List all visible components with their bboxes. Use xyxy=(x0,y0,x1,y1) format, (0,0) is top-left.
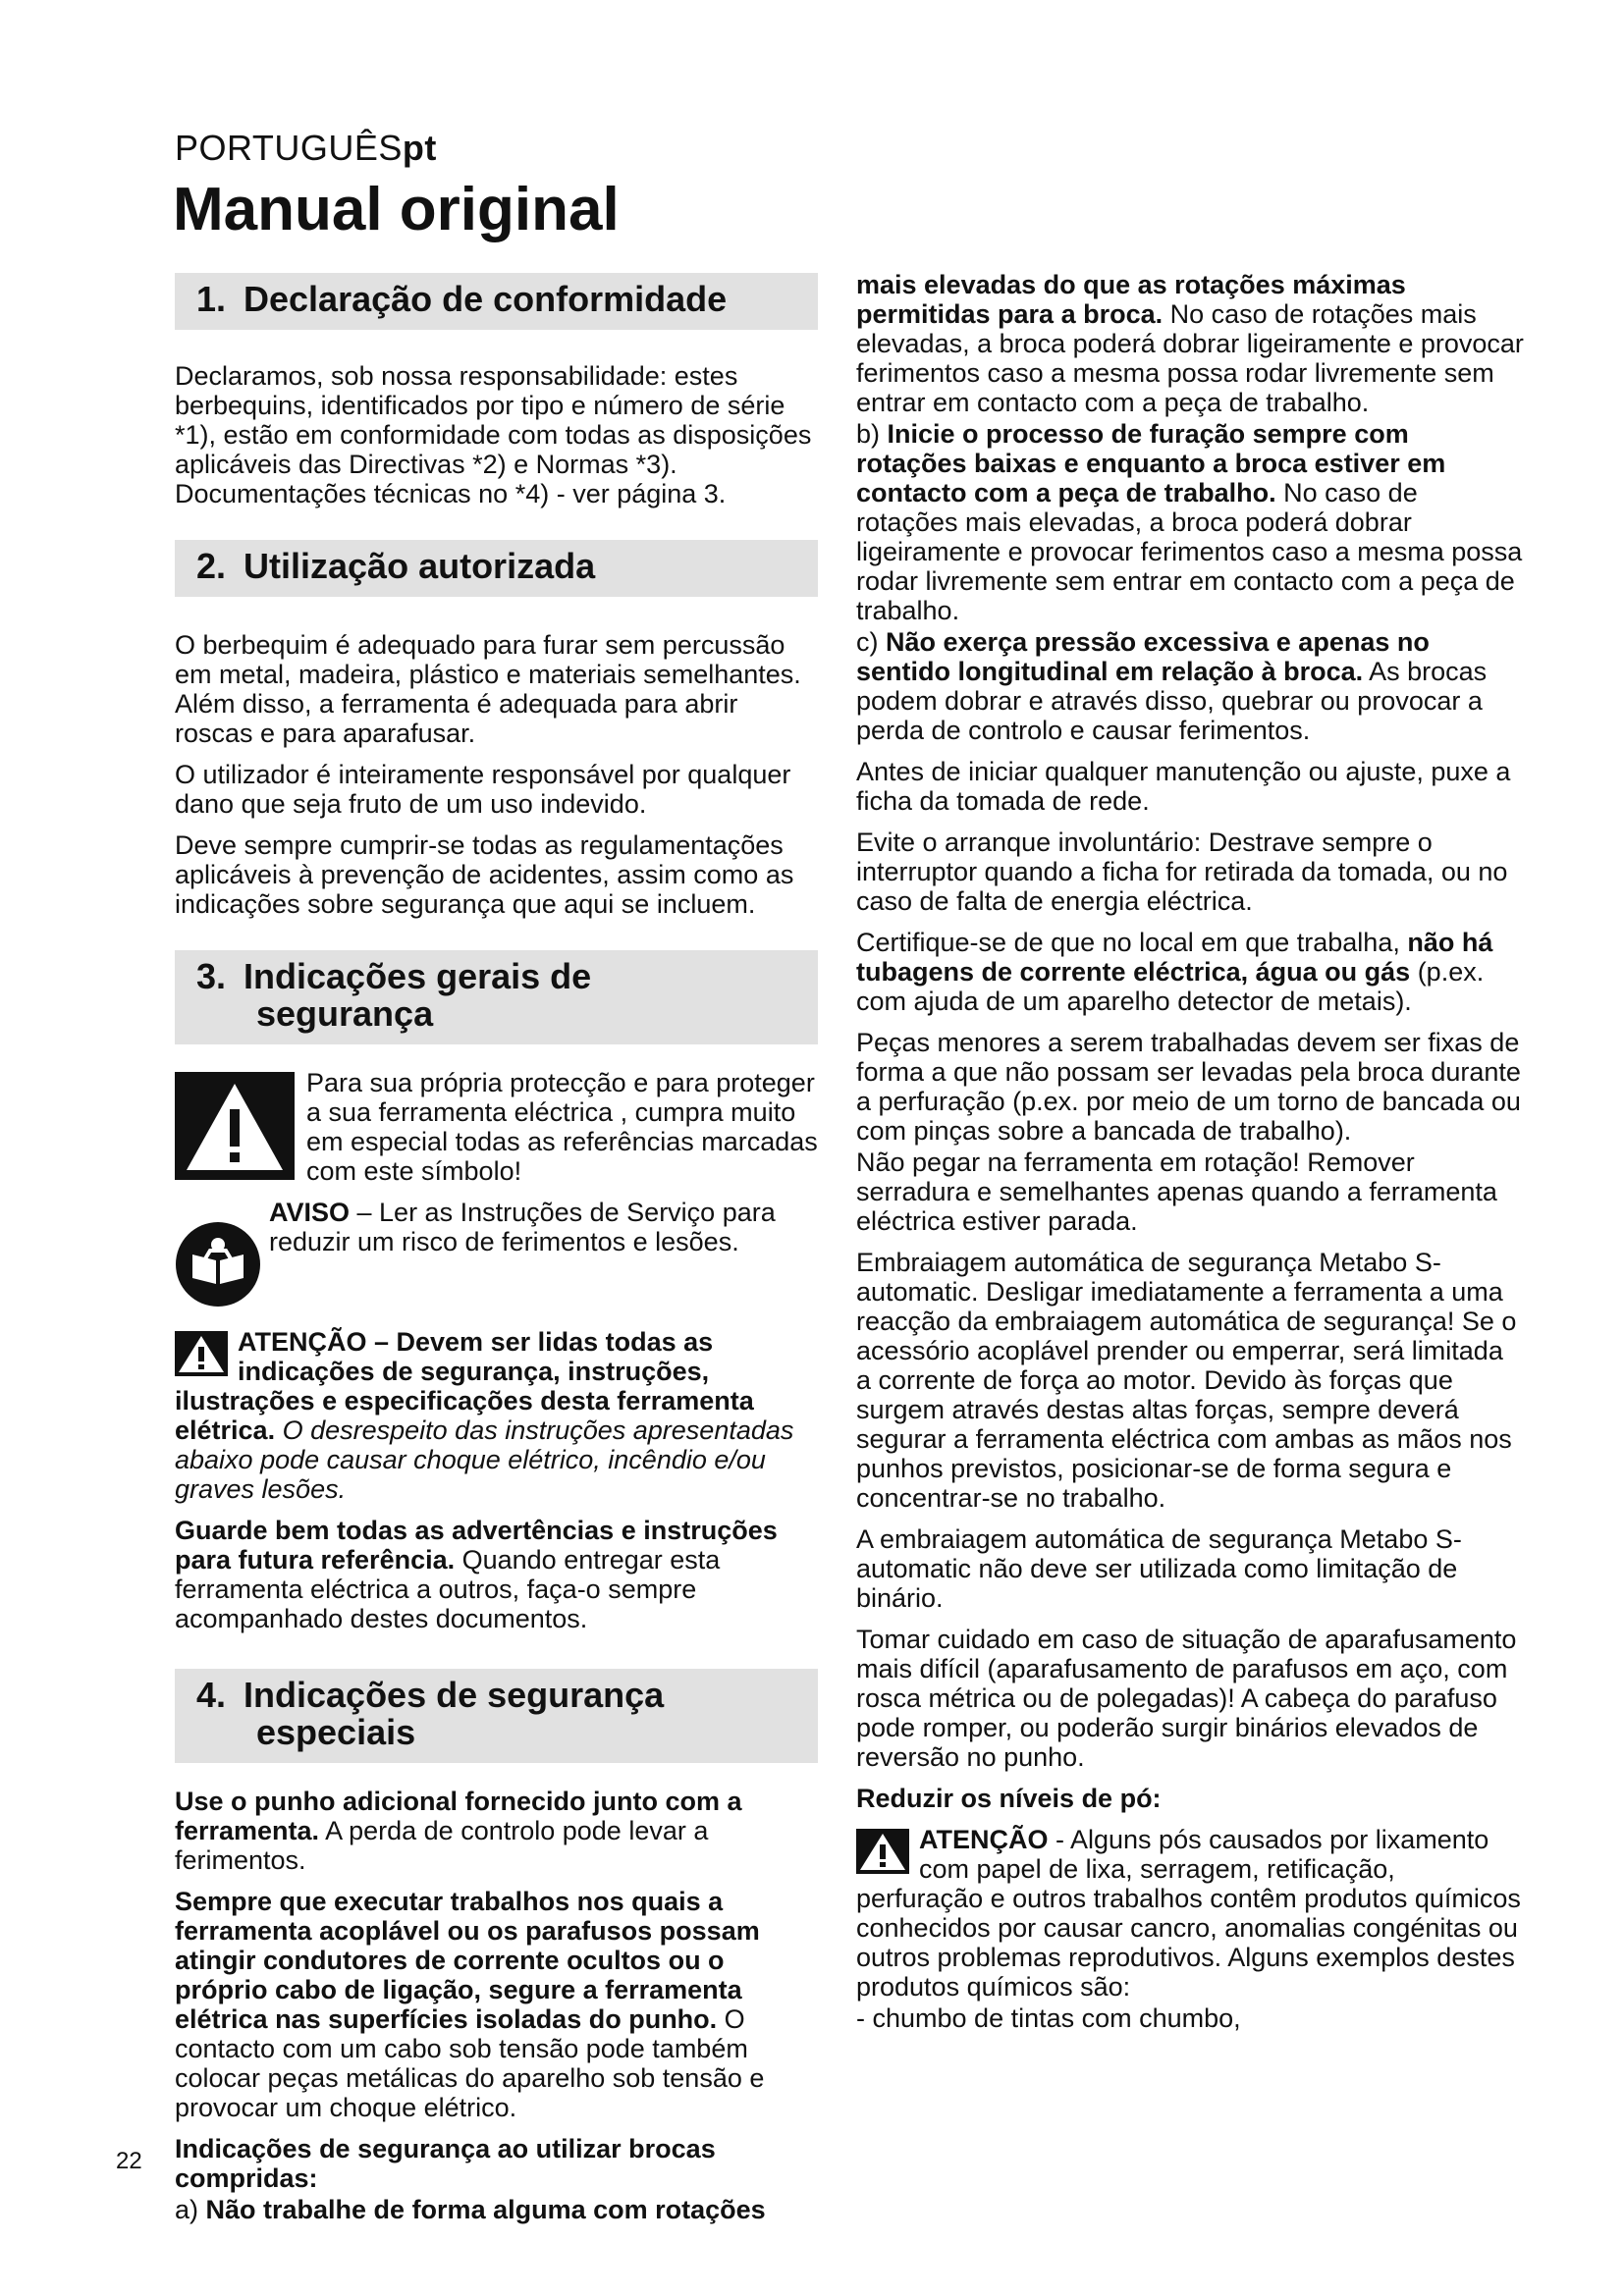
r1 xyxy=(856,270,1524,417)
section-3-heading xyxy=(175,950,818,1044)
r3-prefix: c) xyxy=(856,627,886,657)
atencao-italic: O desrespeito das instruções apresentadas abaixo pode causar choque elétrico, incêndio e/ou graves lesões. xyxy=(175,1415,794,1504)
r13-label: ATENÇÃO xyxy=(919,1825,1049,1854)
s4-p3-bold: Indicações de segurança ao utilizar brocas compridas: xyxy=(175,2134,716,2193)
section-title-line2: especiais xyxy=(256,1712,416,1752)
s4-p3 xyxy=(175,2134,818,2193)
s4-p1 xyxy=(175,1787,818,1875)
r1-bold: mais elevadas do que as rotações máximas permitidas para a broca. xyxy=(856,270,1406,329)
section-title-line1: Indicações de segurança xyxy=(244,1675,665,1715)
r10: A embraiagem automática de segurança Metabo S-automatic não deve ser utilizada como limitação de binário. xyxy=(856,1524,1462,1613)
atencao-paragraph xyxy=(175,1327,818,1504)
r2-bold: Inicie o processo de furação sempre com rotações baixas e enquanto a broca estiver em contacto com a peça de trabalho. xyxy=(856,419,1446,507)
r6-tail: (p.ex. com ajuda de um aparelho detector de metais). xyxy=(856,957,1485,1016)
r8: Não pegar na ferramenta em rotação! Remover serradura e semelhantes apenas quando a ferramenta eléctrica estiver parada. xyxy=(856,1148,1497,1236)
r3-text: As brocas podem dobrar e através disso, quebrar ou provocar a perda de controlo e causar ferimentos. xyxy=(856,657,1488,745)
guarde-bold: Guarde bem todas as advertências e instruções para futura referência. xyxy=(175,1516,778,1575)
r6 xyxy=(856,928,1524,1016)
s4-p4 xyxy=(175,2195,818,2224)
r3-bold: Não exerça pressão excessiva e apenas no sentido longitudinal em relação à broca. xyxy=(856,627,1430,686)
guarde-paragraph xyxy=(175,1516,818,1633)
r6-text: Certifique-se de que no local em que trabalha, xyxy=(856,928,1408,957)
r11: Tomar cuidado em caso de situação de aparafusamento mais difícil (aparafusamento de parafusos em aço, com rosca métrica ou de polegadas)! A cabeça do parafuso pode romper, ou poderão surgir binários elevados de reversão no punho. xyxy=(856,1625,1517,1772)
aviso-block xyxy=(175,1198,818,1308)
section-2-heading xyxy=(175,540,818,597)
s2-p1: O berbequim é adequado para furar sem percussão em metal, madeira, plástico e materiais semelhantes. Além disso, a ferramenta é adequada para abrir roscas e para aparafusar. xyxy=(175,630,801,748)
r4: Antes de iniciar qualquer manutenção ou ajuste, puxe a ficha da tomada de rede. xyxy=(856,757,1511,816)
section-number: 2. xyxy=(196,546,227,586)
atencao-bold: ATENÇÃO – Devem ser lidas todas as indicações de segurança, instruções, ilustrações e especificações desta ferramenta elétrica. xyxy=(175,1327,754,1445)
warning-icon xyxy=(175,1331,228,1376)
guarde-text: Quando entregar esta ferramenta eléctrica a outros, faça-o sempre acompanhado destes documentos. xyxy=(175,1545,721,1633)
s4-p2 xyxy=(175,1887,818,2122)
s4-p1-text: A perda de controlo pode levar a ferimentos. xyxy=(175,1816,709,1875)
s4-p4-prefix: a) xyxy=(175,2195,206,2224)
r6-bold: não há tubagens de corrente eléctrica, água ou gás xyxy=(856,928,1493,987)
r1-text: No caso de rotações mais elevadas, a broca poderá dobrar ligeiramente e provocar ferimentos caso a mesma possa rodar livremente sem entrar em contacto com a peça de trabalho. xyxy=(856,299,1524,417)
r14: - chumbo de tintas com chumbo, xyxy=(856,2003,1241,2033)
safety-symbol-block xyxy=(175,1068,818,1186)
aviso-label: AVISO xyxy=(269,1198,351,1227)
r2-text: No caso de rotações mais elevadas, a broca poderá dobrar ligeiramente e provocar ferimentos caso a mesma possa rodar livremente sem entrar em contacto com a peça de trabalho. xyxy=(856,478,1523,625)
r13-text: - Alguns pós causados por lixamento com papel de lixa, serragem, retificação, perfuração e outros trabalhos contêm produtos químicos conhecidos por causar cancro, anomalias congénitas ou outros problemas reprodutivos. Alguns exemplos destes produtos químicos são: xyxy=(856,1825,1521,2002)
r2 xyxy=(856,419,1524,625)
r13 xyxy=(856,1825,1524,2002)
warning-icon xyxy=(856,1829,909,1874)
section-1-heading xyxy=(175,273,818,330)
language-header xyxy=(175,128,437,169)
s4-p4-bold: Não trabalhe de forma alguma com rotações xyxy=(205,2195,766,2224)
r7: Peças menores a serem trabalhadas devem ser fixas de forma a que não possam ser levadas pela broca durante a perfuração (p.ex. por meio de um torno de bancada ou com pinças sobre a bancada de trabalho). xyxy=(856,1028,1521,1146)
section-number: 3. xyxy=(196,956,227,996)
right-column xyxy=(856,270,1524,2045)
s4-p1-bold: Use o punho adicional fornecido junto com a ferramenta. xyxy=(175,1787,742,1845)
warning-triangle-icon xyxy=(175,1072,295,1180)
left-column xyxy=(175,273,818,2236)
s4-p2-bold: Sempre que executar trabalhos nos quais a ferramenta acoplável ou os parafusos possam atingir condutores de corrente ocultos ou o próprio cabo de ligação, segure a ferramenta elétrica nas superfícies isoladas do punho. xyxy=(175,1887,760,2034)
r5: Evite o arranque involuntário: Destrave sempre o interruptor quando a ficha for retirada da tomada, ou no caso de falta de energia eléctrica. xyxy=(856,828,1508,916)
aviso-text: – Ler as Instruções de Serviço para reduzir um risco de ferimentos e lesões. xyxy=(269,1198,776,1256)
language-code: pt xyxy=(402,128,437,168)
read-manual-icon xyxy=(175,1221,261,1308)
r2-prefix: b) xyxy=(856,419,888,449)
s4-p2-text: O contacto com um cabo sob tensão pode também colocar peças metálicas do aparelho sob tensão e provocar um choque elétrico. xyxy=(175,2004,765,2122)
language-name: PORTUGUÊS xyxy=(175,128,403,168)
r9: Embraiagem automática de segurança Metabo S-automatic. Desligar imediatamente a ferramenta a uma reacção da embraiagem automática de segurança! Se o acessório acoplável prender ou emperrar, será limitada a corrente de força ao motor. Devido às forças que surgem através destas altas forças, sempre deverá segurar a ferramenta eléctrica com ambas as mãos nos punhos previstos, posicionar-se de forma segura e concentrar-se no trabalho. xyxy=(856,1248,1517,1513)
s2-p3: Deve sempre cumprir-se todas as regulamentações aplicáveis à prevenção de acidentes, assim como as indicações sobre segurança que aqui se incluem. xyxy=(175,830,794,919)
section-title-line1: Indicações gerais de xyxy=(244,956,592,996)
r12 xyxy=(856,1784,1524,1813)
s1-body: Declaramos, sob nossa responsabilidade: estes berbequins, identificados por tipo e número de série *1), estão em conformidade com todas as disposições aplicáveis das Directivas *2) e Normas *3). Documentações técnicas no *4) - ver página 3. xyxy=(175,361,812,508)
page-number: 22 xyxy=(116,2148,142,2174)
symbol-text: Para sua própria protecção e para proteger a sua ferramenta eléctrica , cumpra muito em especial todas as referências marcadas com este símbolo! xyxy=(306,1068,818,1186)
section-title-line2: segurança xyxy=(256,993,434,1034)
section-number: 4. xyxy=(196,1675,227,1715)
r12-bold: Reduzir os níveis de pó: xyxy=(856,1784,1162,1813)
section-number: 1. xyxy=(196,279,227,319)
section-title: Utilização autorizada xyxy=(244,546,596,586)
section-4-heading xyxy=(175,1669,818,1763)
s2-p2: O utilizador é inteiramente responsável por qualquer dano que seja fruto de um uso indevido. xyxy=(175,760,791,819)
section-title: Declaração de conformidade xyxy=(244,279,728,319)
page-title: Manual original xyxy=(173,176,620,243)
r3 xyxy=(856,627,1524,745)
